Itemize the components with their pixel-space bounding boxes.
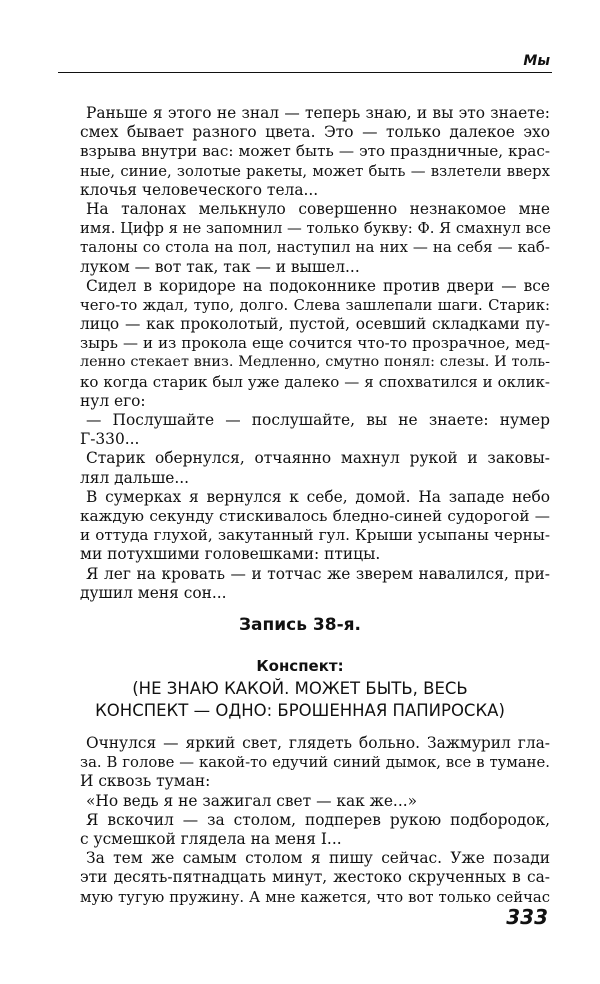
text-line: луком — вот так, так — и вышел... [80, 257, 360, 276]
text-line: Я вскочил — за столом, подперев рукою подбородок, [86, 810, 550, 829]
text-line: клочья человеческого тела... [80, 180, 319, 199]
page-number: 333 [506, 905, 548, 929]
text-line: Я лег на кровать — и тотчас же зверем навалился, при- [86, 564, 550, 583]
text-line: На талонах мелькнуло совершенно незнакомое мне [86, 199, 550, 218]
text-line: Г-330... [80, 430, 140, 449]
subtitle-line: КОНСПЕКТ — ОДНО: БРОШЕННАЯ ПАПИРОСКА) [95, 701, 505, 720]
page-header [58, 52, 552, 73]
text-line: В сумерках я вернулся к себе, домой. На западе небо [86, 487, 550, 506]
text-line: лицо — как проколотый, пустой, осевший складками пу- [80, 315, 550, 334]
text-line: и оттуда глухой, закутанный гул. Крыши усыпаны черны- [80, 526, 550, 545]
text-line: лял дальше... [80, 468, 190, 487]
text-line: каждую секунду стискивалось бледно-синей судорогой — [80, 506, 550, 525]
text-line: с усмешкой глядела на меня I... [80, 829, 342, 848]
text-line: ные, синие, золотые ракеты, может быть — взлетели вверх [80, 162, 550, 180]
text-line: имя. Цифр я не запомнил — только букву: Ф. Я смахнул все [80, 220, 551, 238]
subtitle-line: (НЕ ЗНАЮ КАКОЙ. МОЖЕТ БЫТЬ, ВЕСЬ [132, 679, 468, 698]
text-line: взрыва внутри вас: может быть — это праздничные, крас- [80, 142, 550, 161]
chapter-subtitle [0, 678, 600, 722]
running-title: Мы [523, 53, 550, 69]
text-line: смех бывает разного цвета. Это — только далекое эхо [80, 123, 550, 142]
text-line: Старик обернулся, отчаянно махнул рукой и заковы- [86, 449, 550, 468]
text-line: За тем же самым столом я пишу сейчас. Уже позади [86, 849, 550, 868]
text-line: Сидел в коридоре на подоконнике против двери — все [86, 276, 550, 295]
text-line: Очнулся — яркий свет, глядеть больно. Зажмурил гла- [86, 734, 550, 752]
text-line: талоны со стола на пол, наступил на них — на себя — каб- [80, 238, 550, 257]
text-line: мую тугую пружину. А мне кажется, что вот только сейчас [80, 888, 550, 906]
text-block-top [80, 104, 550, 603]
text-line: за. В голове — какой-то едучий синий дымок, все в тумане. [80, 754, 550, 772]
text-line: чего-то ждал, тупо, долго. Слева зашлепали шаги. Старик: [80, 296, 550, 314]
text-line: эти десять-пятнадцать минут, жестоко скрученных в са- [80, 868, 550, 887]
text-block-bottom [80, 734, 550, 907]
text-line: Раньше я этого не знал — теперь знаю, и вы это знаете: [86, 104, 550, 122]
konspekt-label: Конспект: [256, 657, 344, 675]
header-rule [58, 72, 552, 73]
text-line: ми потухшими головешками: птицы. [80, 545, 381, 564]
text-line: зырь — и из прокола еще сочится что-то прозрачное, мед- [80, 334, 550, 353]
text-line: «Но ведь я не зажигал свет — как же...» [86, 791, 418, 810]
text-line: И сквозь туман: [80, 772, 211, 791]
text-line: — Послушайте — послушайте, вы не знаете: нумер [86, 411, 550, 429]
text-line: ленно стекает вниз. Медленно, смутно понял: слезы. И толь- [80, 354, 550, 371]
text-line: ко когда старик был уже далеко — я спохватился и оклик- [80, 372, 550, 391]
text-line: душил меня сон... [80, 583, 227, 602]
chapter-title: Запись 38-я. [238, 615, 362, 635]
text-line: нул его: [80, 391, 146, 410]
